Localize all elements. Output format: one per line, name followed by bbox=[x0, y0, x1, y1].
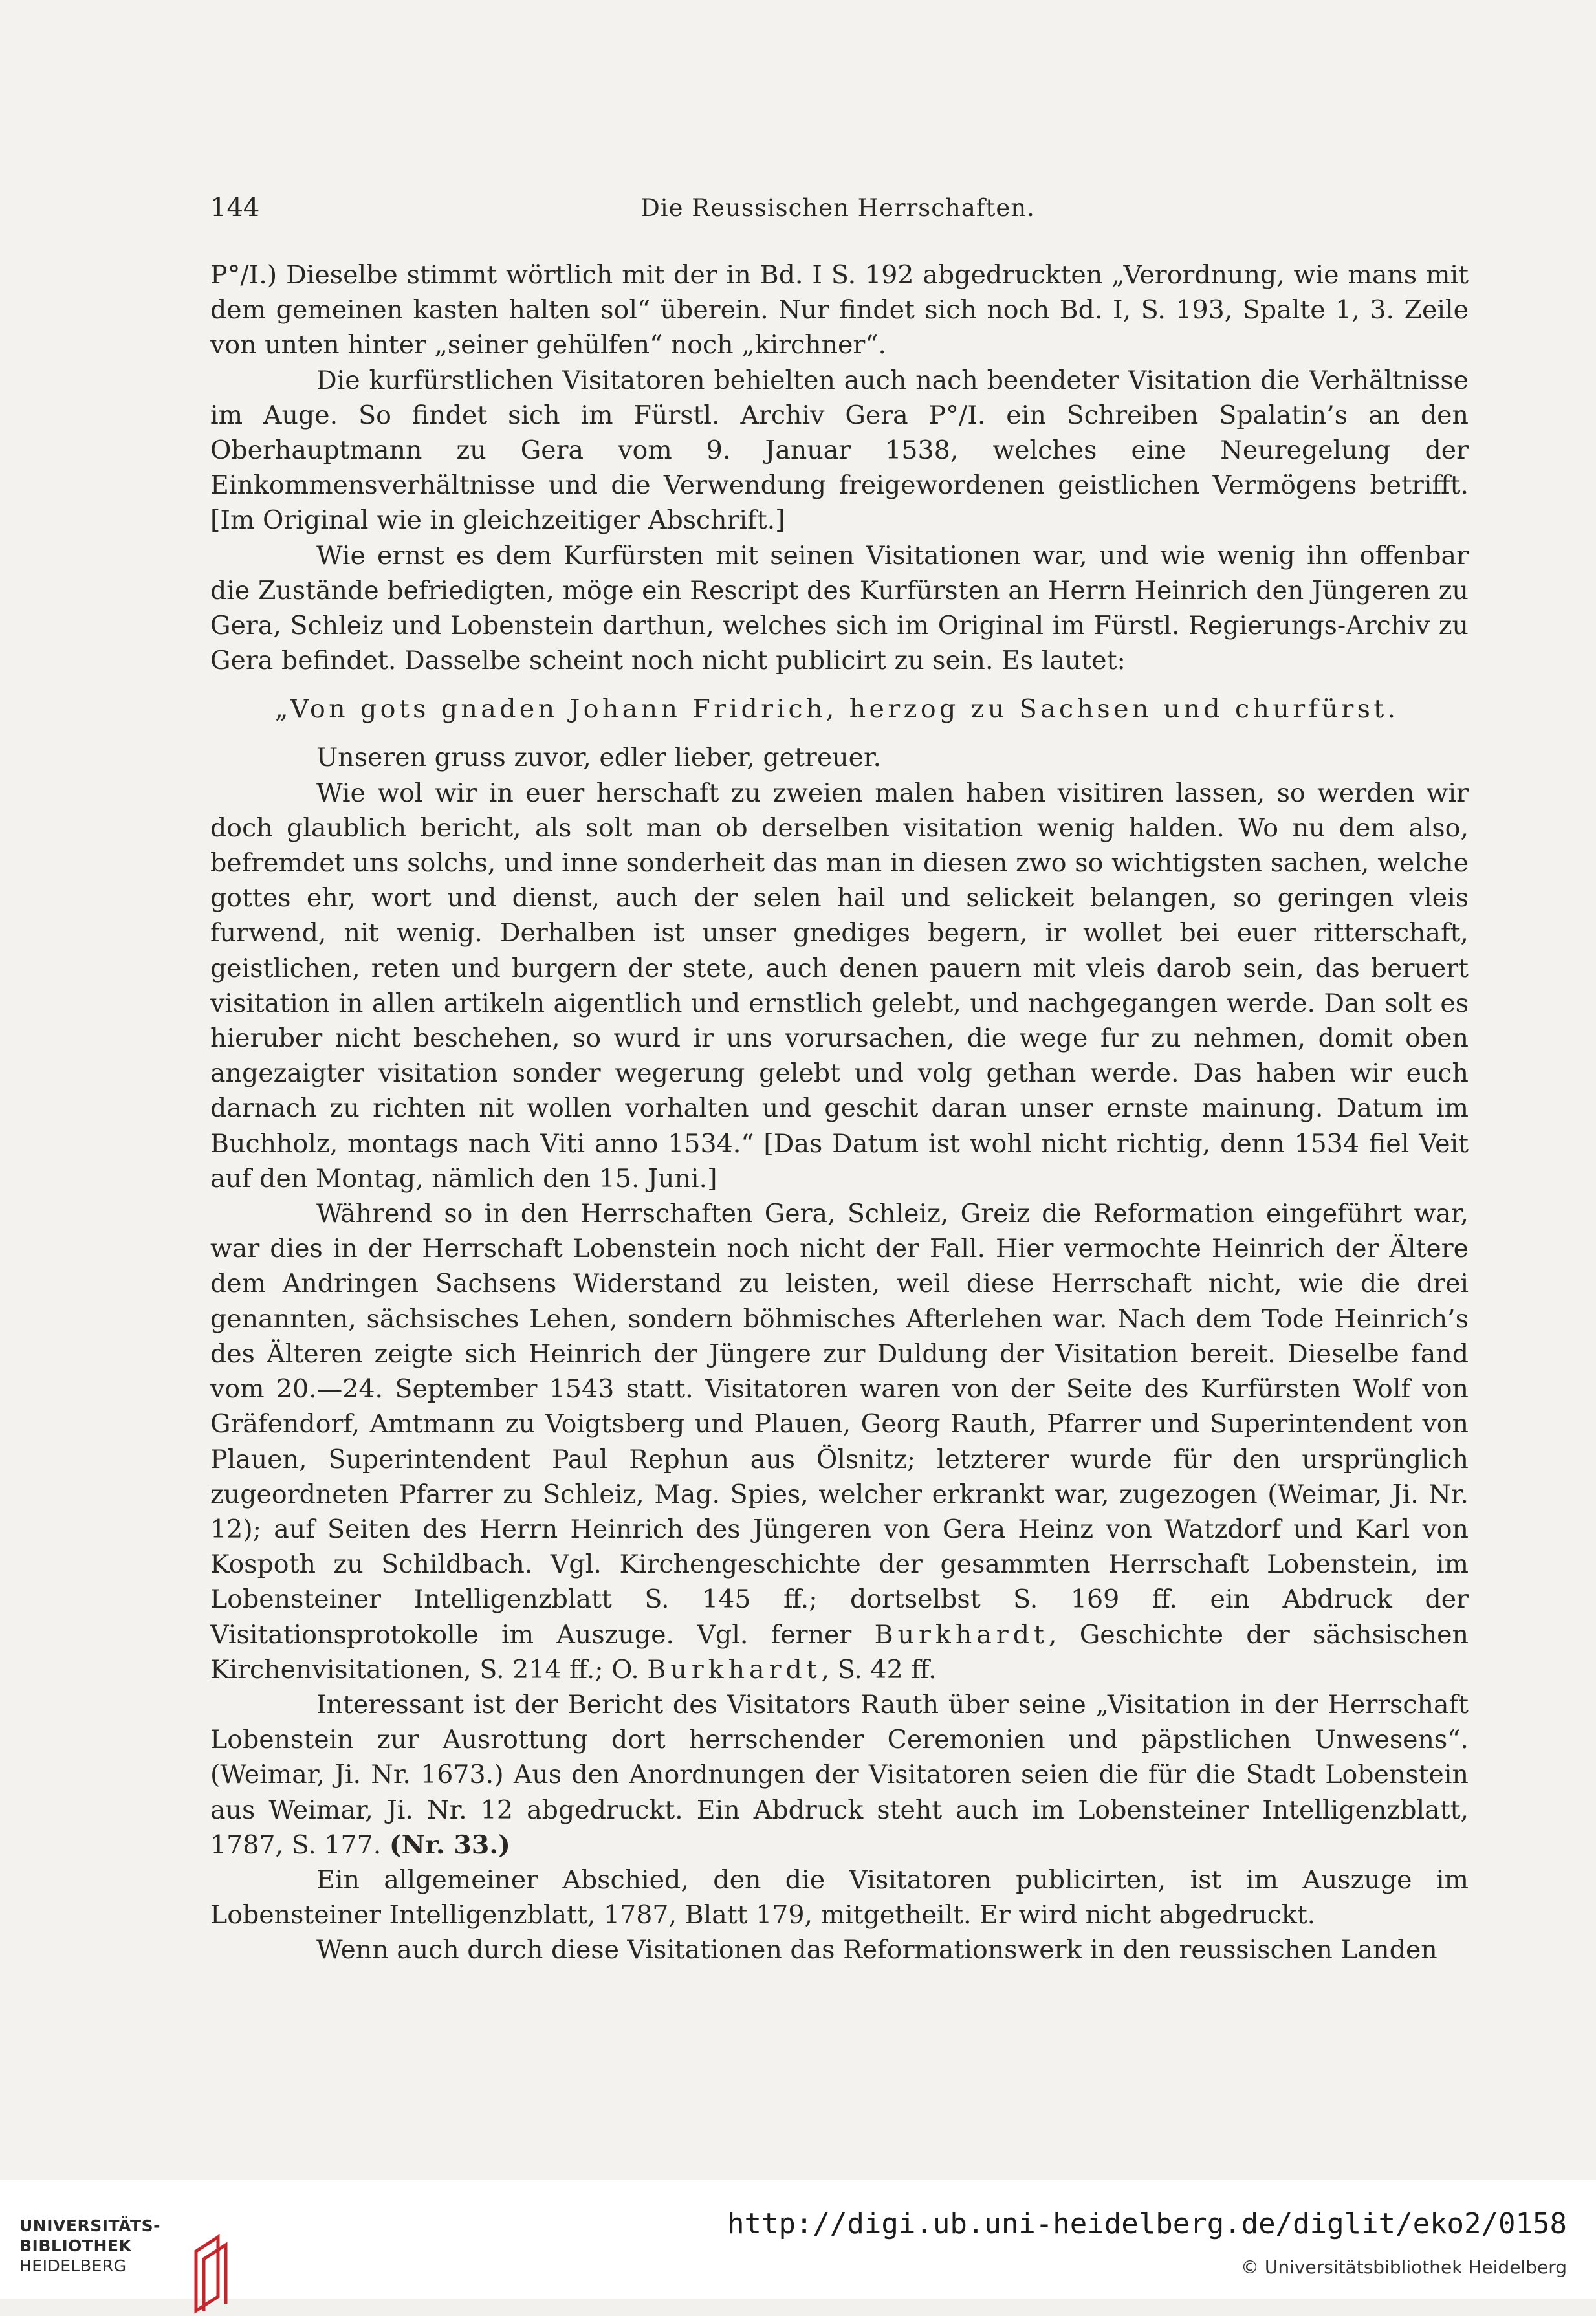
paragraph-visitatoren: Die kurfürstlichen Visitatoren behielten auch nach beendeter Visitation die Verhältnisse im Auge. So findet sich im Fürstl. Archiv Gera P°/I. ein Schreiben Spalatin’s an den Oberhauptmann zu Gera vom 9. Januar 1538, welches eine Neuregelung der Einkommensverhältnisse und die Verwendung freigewordenen geistlichen Vermögens betrifft. [Im Original wie in gleichzeitiger Abschrift.] bbox=[210, 365, 1469, 536]
copyright-notice: © Universitätsbibliothek Heidelberg bbox=[1240, 2256, 1567, 2278]
spacer bbox=[210, 678, 1469, 691]
running-head bbox=[210, 193, 1465, 232]
rescript-heading: „Von gots gnaden Johann Fridrich, herzog zu Sachsen und churfürst. bbox=[275, 694, 1399, 725]
logo-text-line: BIBLIOTHEK bbox=[19, 2236, 132, 2255]
spacer bbox=[210, 727, 1469, 740]
running-title: Die Reussischen Herrschaften. bbox=[640, 194, 1035, 222]
paragraph-abschied: Ein allgemeiner Abschied, den die Visitatoren publicirten, ist im Auszuge im Lobensteiner Intelligenzblatt, 1787, Blatt 179, mitgetheilt. Er wird nicht abgedruckt. bbox=[210, 1864, 1469, 1930]
rescript-greeting: Unseren gruss zuvor, edler lieber, getreuer. bbox=[316, 743, 882, 773]
logo-text-line: UNIVERSITÄTS- bbox=[19, 2216, 160, 2235]
rescript-text: Wie wol wir in euer herschaft zu zweien malen haben visitiren lassen, so werden wir doch glaublich bericht, als solt man ob derselben visitation wenig halden. Wo nu dem also, befremdet uns solchs, und inne sonderheit das man in diesen zwo so wichtigsten sachen, welche gottes ehr, wort und dienst, auch der selen hail und selickeit belangen, so geringen vleis furwend, nit wenig. Derhalben ist unser gnediges begern, ir wollet bei euer ritterschaft, geistlichen, reten und burgern der stete, auch denen pauern mit vleis darob sein, das beruert visitation in allen artikeln aigentlich und ernstlich gelebt, und nachgegangen werde. Dan solt es hieruber nicht beschehen, so wurd ir uns vorursachen, die wege fur zu nehmen, domit oben angezaigter visitation sonder wegerung gelebt und volg gethan werde. Das haben wir euch darnach zu richten nit wollen vorhalten und geschit daran unser ernste mainung. Datum im Buchholz, montags nach Viti anno 1534.“ [Das Datum ist wohl nicht richtig, denn 1534 fiel Veit auf den Montag, nämlich den 15. Juni.] bbox=[210, 778, 1469, 1194]
paragraph-lobenstein-text: Während so in den Herrschaften Gera, Schleiz, Greiz die Reformation eingeführt war, war dies in der Herrschaft Lobenstein noch nicht der Fall. Hier vermochte Heinrich der Ältere dem Andringen Sachsens Widerstand zu leisten, weil diese Herrschaft nicht, wie die drei genannten, sächsisches Lehen, sondern böhmisches Afterlehen war. Nach dem Tode Heinrich’s des Älteren zeigte sich Heinrich der Jüngere zur Duldung der Visitation bereit. Dieselbe fand vom 20.—24. September 1543 statt. Visitatoren waren von der Seite des Kurfürsten Wolf von Gräfendorf, Amtmann zu Voigtsberg und Plauen, Georg Rauth, Pfarrer und Superintendent von Plauen, Superintendent Paul Rephun aus Ölsnitz; letzterer wurde für den ursprünglich zugeordneten Pfarrer zu Schleiz, Mag. Spies, welcher erkrankt war, zugezogen (Weimar, Ji. Nr. 12); auf Seiten des Herrn Heinrich des Jüngeren von Gera Heinz von Watzdorf und Karl von Kospoth zu Schildbach. Vgl. Kirchengeschichte der gesammten Herrschaft Lobenstein, im Lobensteiner Intelligenzblatt S. 145 ff.; dortselbst S. 169 ff. ein Abdruck der Visitationsprotokolle im Auszuge. Vgl. ferner bbox=[210, 1199, 1469, 1650]
logo-text-line: HEIDELBERG bbox=[19, 2256, 127, 2275]
page-number: 144 bbox=[210, 193, 260, 223]
permalink-url[interactable]: http://digi.ub.uni-heidelberg.de/diglit/eko2/0158 bbox=[727, 2207, 1567, 2240]
citation-text: , Geschichte der sächsischen Kirchenvisitationen, S. 214 ff.; O. bbox=[210, 1619, 1469, 1685]
paragraph-rescript-intro: Wie ernst es dem Kurfürsten mit seinen Visitationen war, und wie wenig ihn offenbar die Zustände befriedigten, möge ein Rescript des Kurfürsten an Herrn Heinrich den Jüngeren zu Gera, Schleiz und Lobenstein darthun, welches sich im Original im Fürstl. Regierungs-Archiv zu Gera befindet. Dasselbe scheint noch nicht publicirt zu sein. Es lautet: bbox=[210, 540, 1469, 676]
paragraph-lobenstein bbox=[210, 1196, 1469, 1687]
library-mark-icon bbox=[184, 2232, 236, 2316]
paragraph-continuation: P°/I.) Dieselbe stimmt wörtlich mit der in Bd. I S. 192 abgedruckten „Verordnung, wie mans mit dem gemeinen kasten halten sol“ überein. Nur findet sich noch Bd. I, S. 193, Spalte 1, 3. Zeile von unten hinter „seiner gehülfen“ noch „kirchner“. bbox=[210, 260, 1469, 360]
paragraph-rauth-text: Interessant ist der Bericht des Visitators Rauth über seine „Visitation in der Herrschaft Lobenstein zur Ausrottung dort herrschender Ceremonien und päpstlichen Unwesens“. (Weimar, Ji. Nr. 1673.) Aus den Anordnungen der Visitatoren seien die für die Stadt Lobenstein aus Weimar, Ji. Nr. 12 abgedruckt. Ein Abdruck steht auch im Lobensteiner Intelligenzblatt, 1787, S. 177. bbox=[210, 1689, 1469, 1860]
paragraph-closing: Wenn auch durch diese Visitationen das Reformationswerk in den reussischen Landen bbox=[316, 1935, 1437, 1965]
paragraph-rauth bbox=[210, 1687, 1469, 1863]
citation-text: , S. 42 ff. bbox=[821, 1654, 937, 1685]
library-footer bbox=[0, 2180, 1596, 2299]
author-name: Burkhardt bbox=[874, 1619, 1049, 1650]
library-logo bbox=[19, 2216, 233, 2287]
main-text bbox=[210, 257, 1469, 1968]
author-name: Burkhardt bbox=[647, 1654, 822, 1685]
document-reference: (Nr. 33.) bbox=[389, 1830, 510, 1860]
